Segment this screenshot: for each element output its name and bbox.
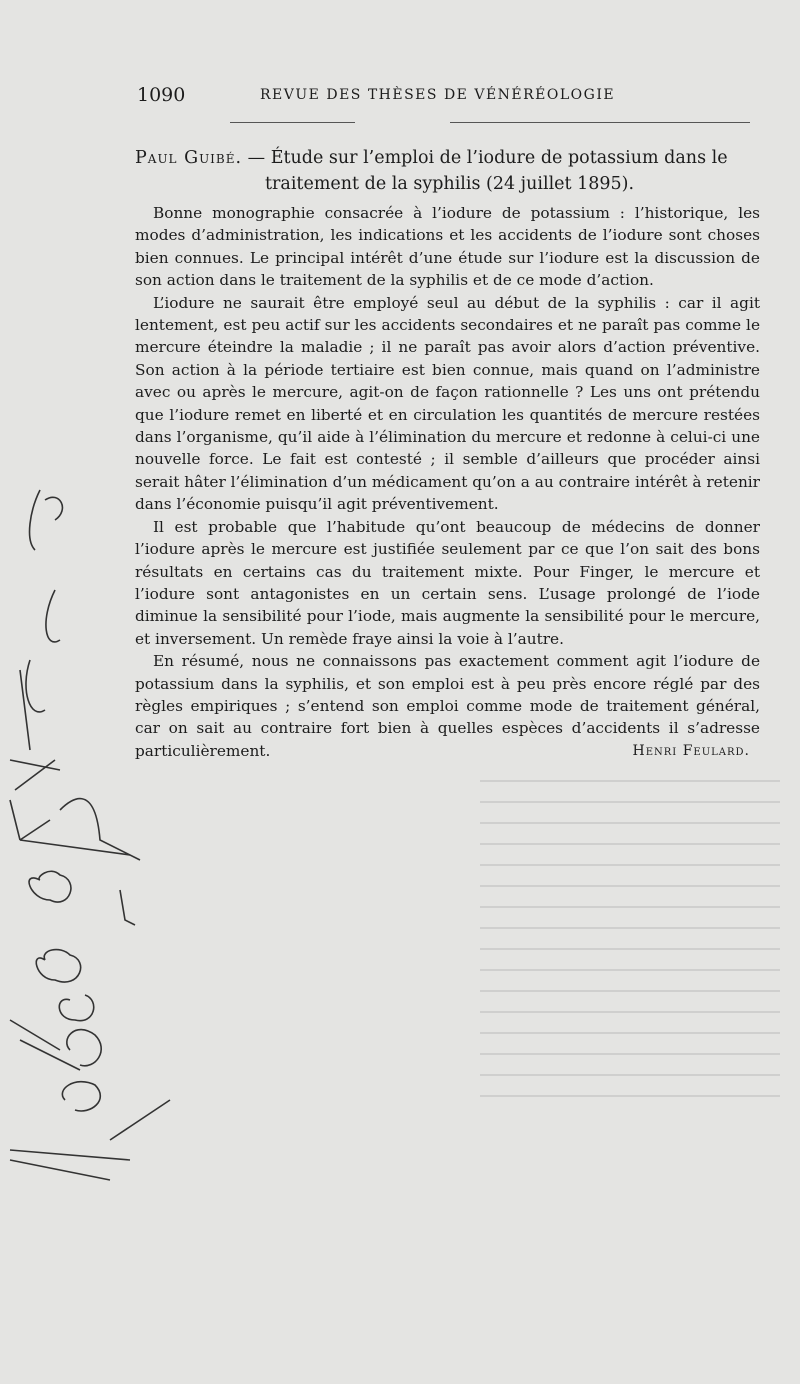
entry-title-line1: — Étude sur l’emploi de l’iodure de potassium dans le (242, 148, 728, 168)
paragraph-2: L’iodure ne saurait être employé seul au début de la syphilis : car il agit lentement, est peu actif sur les accidents secondaires et ne paraît pas comme le mercure éteindre la maladie ; il ne paraît pas avoir alors d’action préventive. Son action à la période tertiaire est bien connue, mais quand on l’administre avec ou après le mercure, agit-on de façon rationnelle ? Les uns ont prétendu que l’iodure remet en liberté et en circulation les quantités de mercure restées dans l’organisme, qu’il aide à l’élimination du mercure et redonne à celui-ci une nouvelle force. Le fait est contesté ; il semble d’ailleurs que procéder ainsi serait hâter l’élimination d’un médicament qu’on a au contraire intérêt à retenir dans l’économie puisqu’il agit préventivement. (135, 293, 760, 514)
header-rule-right (450, 122, 750, 123)
margin-doodles (0, 460, 200, 1200)
paragraph-4 (135, 650, 760, 762)
page-number: 1090 (137, 84, 186, 106)
entry-title-line2: traitement de la syphilis (24 juillet 1895). (265, 174, 635, 194)
entry-title (135, 145, 760, 197)
review-body (135, 202, 760, 762)
page-header (135, 84, 760, 114)
paragraph-1: Bonne monographie consacrée à l’iodure de potassium : l’historique, les modes d’administration, les indications et les accidents de l’iodure sont choses bien connues. Le principal intérêt d’une étude sur l’iodure est la discussion de son action dans le traitement de la syphilis et de ce mode d’action. (135, 204, 760, 290)
bleed-through-text (480, 780, 780, 1160)
signature: Henri Feulard. (632, 742, 750, 759)
paragraph-3: Il est probable que l’habitude qu’ont beaucoup de médecins de donner l’iodure après le mercure est justifiée seulement par ce que l’on sait des bons résultats en certains cas du traitement mixte. Pour Finger, le mercure et l’iodure sont antagonistes en un certain sens. L’usage prolongé de l’iode diminue la sensibilité pour l’iode, mais augmente la sensibilité pour le mercure, et inversement. Un remède fraye ainsi la voie à l’autre. (135, 517, 760, 648)
header-rule-left (230, 122, 355, 123)
paragraph-4-text: En résumé, nous ne connaissons pas exactement comment agit l’iodure de potassium dans la syphilis, et son emploi est à peu près encore réglé par des règles empiriques ; s’entend son emploi comme mode de traitement général, car on sait au contraire fort bien à quelles espèces d’accidents il s’adresse particulièrement. (135, 652, 760, 760)
entry-author: Paul Guibé. (135, 148, 243, 168)
running-head: REVUE DES THÈSES DE VÉNÉRÉOLOGIE (260, 87, 616, 103)
